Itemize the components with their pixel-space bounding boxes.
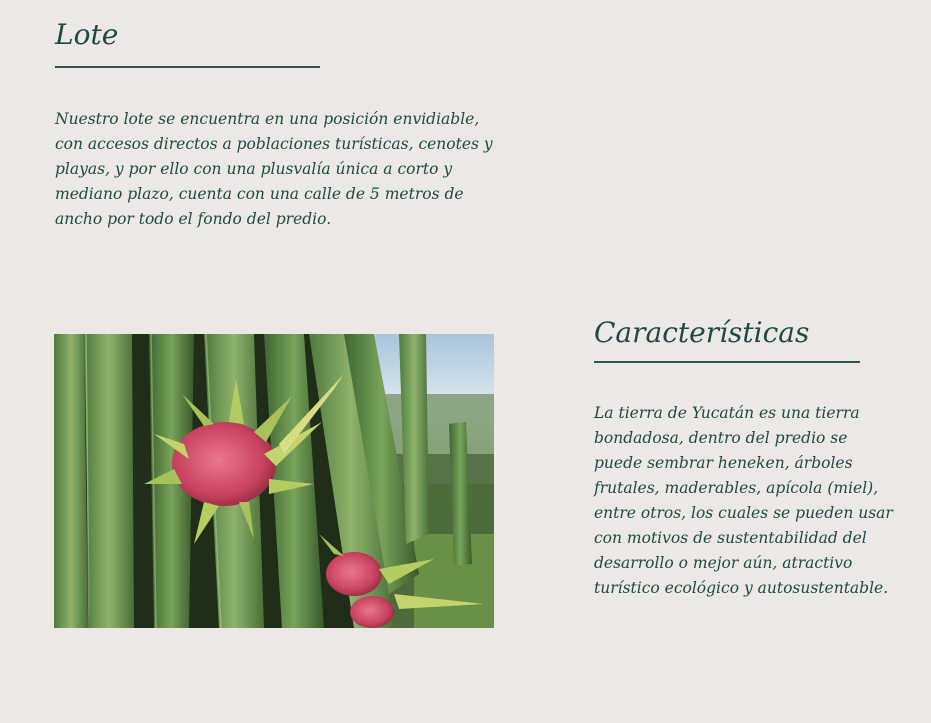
caracteristicas-title: Características [594, 316, 810, 349]
lote-title-underline [55, 66, 320, 68]
caracteristicas-description: La tierra de Yucatán es una tierra bondadosa, dentro del predio se puede sembrar heneken, árboles frutales, maderables, apícola (miel), entre otros, los cuales se pueden usar con motivos de sustentabilidad del desarrollo o mejor aún, atractivo turístico ecológico y autosustentable. [594, 404, 893, 597]
lote-description: Nuestro lote se encuentra en una posición envidiable, con accesos directos a poblaciones turísticas, cenotes y playas, y por ello con una plusvalía única a corto y mediano plazo, cuenta con una calle de 5 metros de ancho por todo el fondo del predio. [55, 110, 493, 228]
lote-title: Lote [55, 18, 119, 51]
dragon-fruit-cactus-photo [54, 334, 494, 628]
caracteristicas-title-underline [594, 361, 860, 363]
